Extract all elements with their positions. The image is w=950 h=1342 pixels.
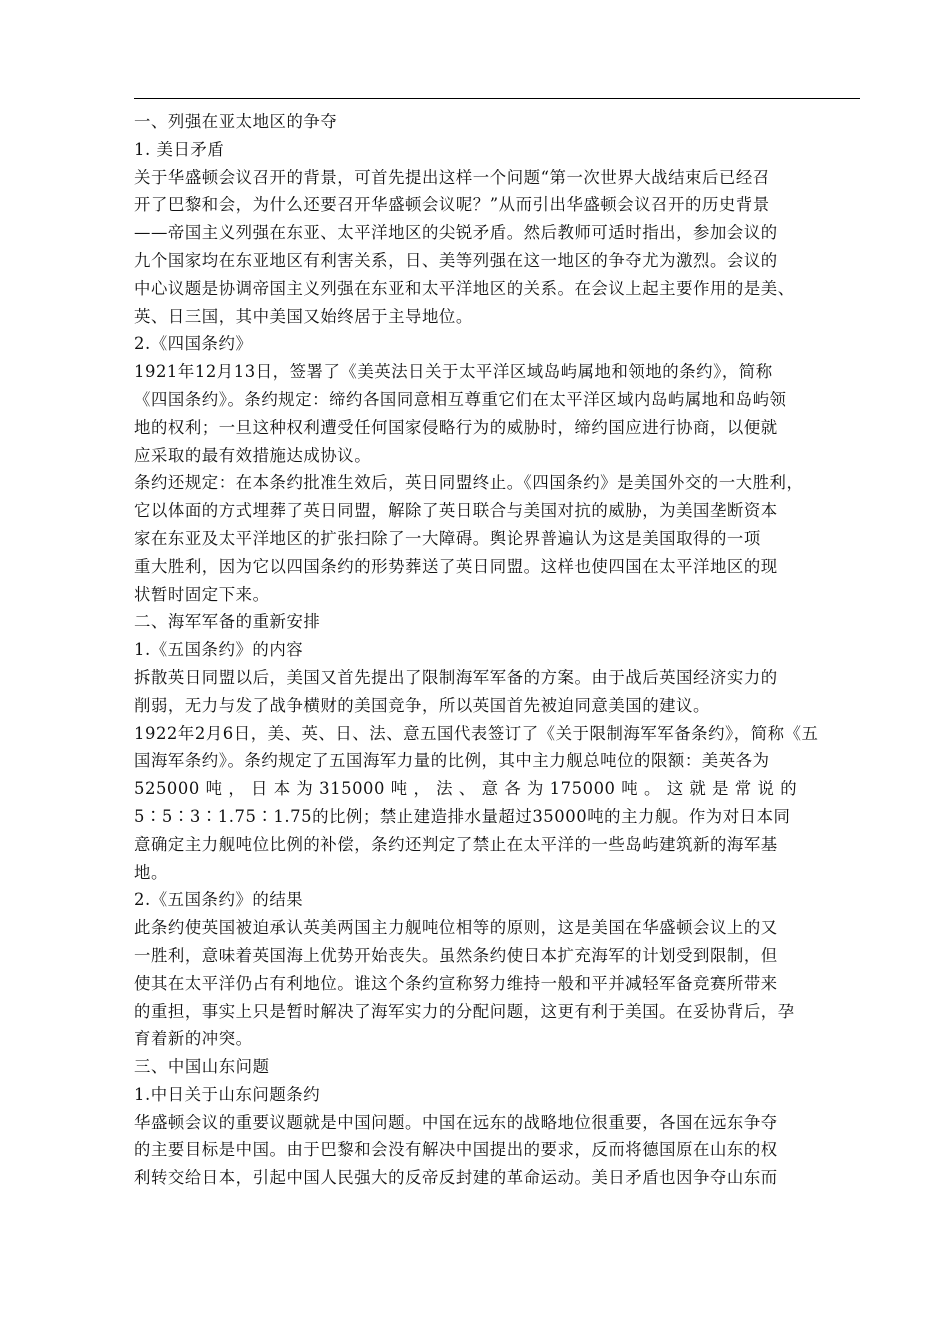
paragraph-line: 5∶5∶3∶1.75∶1.75的比例；禁止建造排水量超过35000吨的主力舰。作为对日本同	[134, 806, 791, 826]
paragraph-line: 应采取的最有效措施达成协议。	[134, 445, 372, 465]
subsection-heading: 1.中日关于山东问题条约	[134, 1084, 321, 1104]
subsection-heading: 2.《五国条约》的结果	[134, 890, 304, 910]
paragraph-line: 中心议题是协调帝国主义列强在东亚和太平洋地区的关系。在会议上起主要作用的是美、	[134, 278, 795, 298]
paragraph-line: 此条约使英国被迫承认英美两国主力舰吨位相等的原则，这是美国在华盛顿会议上的又	[134, 918, 778, 938]
paragraph-line: 1921年12月13日，签署了《美英法日关于太平洋区域岛屿属地和领地的条约》，简称	[134, 362, 773, 382]
document-body	[134, 108, 860, 1192]
paragraph-line: 状暂时固定下来。	[134, 584, 270, 604]
paragraph-line: 使其在太平洋仍占有利地位。谁这个条约宣称努力维持一般和平并减轻军备竞赛所带来	[134, 973, 778, 993]
section-heading: 一、列强在亚太地区的争夺	[134, 112, 338, 131]
paragraph-line: 一胜利，意味着英国海上优势开始丧失。虽然条约使日本扩充海军的计划受到限制，但	[134, 945, 778, 965]
paragraph-line: ——帝国主义列强在东亚、太平洋地区的尖锐矛盾。然后教师可适时指出，参加会议的	[134, 223, 778, 243]
paragraph-line: 育着新的冲突。	[134, 1029, 253, 1049]
paragraph-line: 的主要目标是中国。由于巴黎和会没有解决中国提出的要求，反而将德国原在山东的权	[134, 1140, 778, 1160]
paragraph-line: 华盛顿会议的重要议题就是中国问题。中国在远东的战略地位很重要，各国在远东争夺	[134, 1112, 778, 1132]
subsection-heading: 1.《五国条约》的内容	[134, 640, 304, 660]
paragraph-line: 它以体面的方式埋葬了英日同盟，解除了英日联合与美国对抗的威胁，为美国垄断资本	[134, 501, 778, 521]
paragraph-line: 开了巴黎和会，为什么还要召开华盛顿会议呢？”从而引出华盛顿会议召开的历史背景	[134, 195, 770, 215]
paragraph-line: 关于华盛顿会议召开的背景，可首先提出这样一个问题“第一次世界大战结束后已经召	[134, 167, 770, 187]
paragraph-line: 1922年2月6日，美、英、日、法、意五国代表签订了《关于限制海军军备条约》，简称《五	[134, 723, 819, 743]
subsection-heading: 1. 美日矛盾	[134, 139, 225, 159]
paragraph-line: 利转交给日本，引起中国人民强大的反帝反封建的革命运动。美日矛盾也因争夺山东而	[134, 1168, 778, 1188]
paragraph-line: 国海军条约》。条约规定了五国海军力量的比例，其中主力舰总吨位的限额：美英各为	[134, 751, 770, 771]
paragraph-line: 家在东亚及太平洋地区的扩张扫除了一大障碍。舆论界普遍认为这是美国取得的一项	[134, 528, 761, 548]
paragraph-line: 九个国家均在东亚地区有利害关系，日、美等列强在这一地区的争夺尤为激烈。会议的	[134, 250, 778, 270]
subsection-heading: 2.《四国条约》	[134, 334, 253, 354]
paragraph-line: 拆散英日同盟以后，美国又首先提出了限制海军军备的方案。由于战后英国经济实力的	[134, 667, 778, 687]
paragraph-line: 英、日三国，其中美国又始终居于主导地位。	[134, 306, 473, 326]
paragraph-line: 削弱，无力与发了战争横财的美国竞争，所以英国首先被迫同意美国的建议。	[134, 695, 710, 715]
paragraph-line: 重大胜利，因为它以四国条约的形势葬送了英日同盟。这样也使四国在太平洋地区的现	[134, 556, 778, 576]
paragraph-line: 地的权利；一旦这种权利遭受任何国家侵略行为的威胁时，缔约国应进行协商，以便就	[134, 417, 778, 437]
paragraph-line: 《四国条约》。条约规定：缔约各国同意相互尊重它们在太平洋区域内岛屿属地和岛屿领	[134, 389, 787, 409]
section-heading: 二、海军军备的重新安排	[134, 612, 321, 632]
paragraph-line: 意确定主力舰吨位比例的补偿，条约还判定了禁止在太平洋的一些岛屿建筑新的海军基	[134, 834, 778, 854]
paragraph-line: 条约还规定：在本条约批准生效后，英日同盟终止。《四国条约》是美国外交的一大胜利，	[134, 473, 804, 493]
section-heading: 三、中国山东问题	[134, 1057, 270, 1077]
paragraph-line: 地。	[134, 862, 168, 882]
paragraph-line: 的重担，事实上只是暂时解决了海军实力的分配问题，这更有利于美国。在妥协背后，孕	[134, 1001, 795, 1021]
paragraph-line: 525000 吨 ， 日 本 为 315000 吨 ， 法 、 意 各 为 175000 吨 。 这 就 是 常 说 的	[134, 779, 798, 799]
header-rule	[134, 98, 860, 99]
